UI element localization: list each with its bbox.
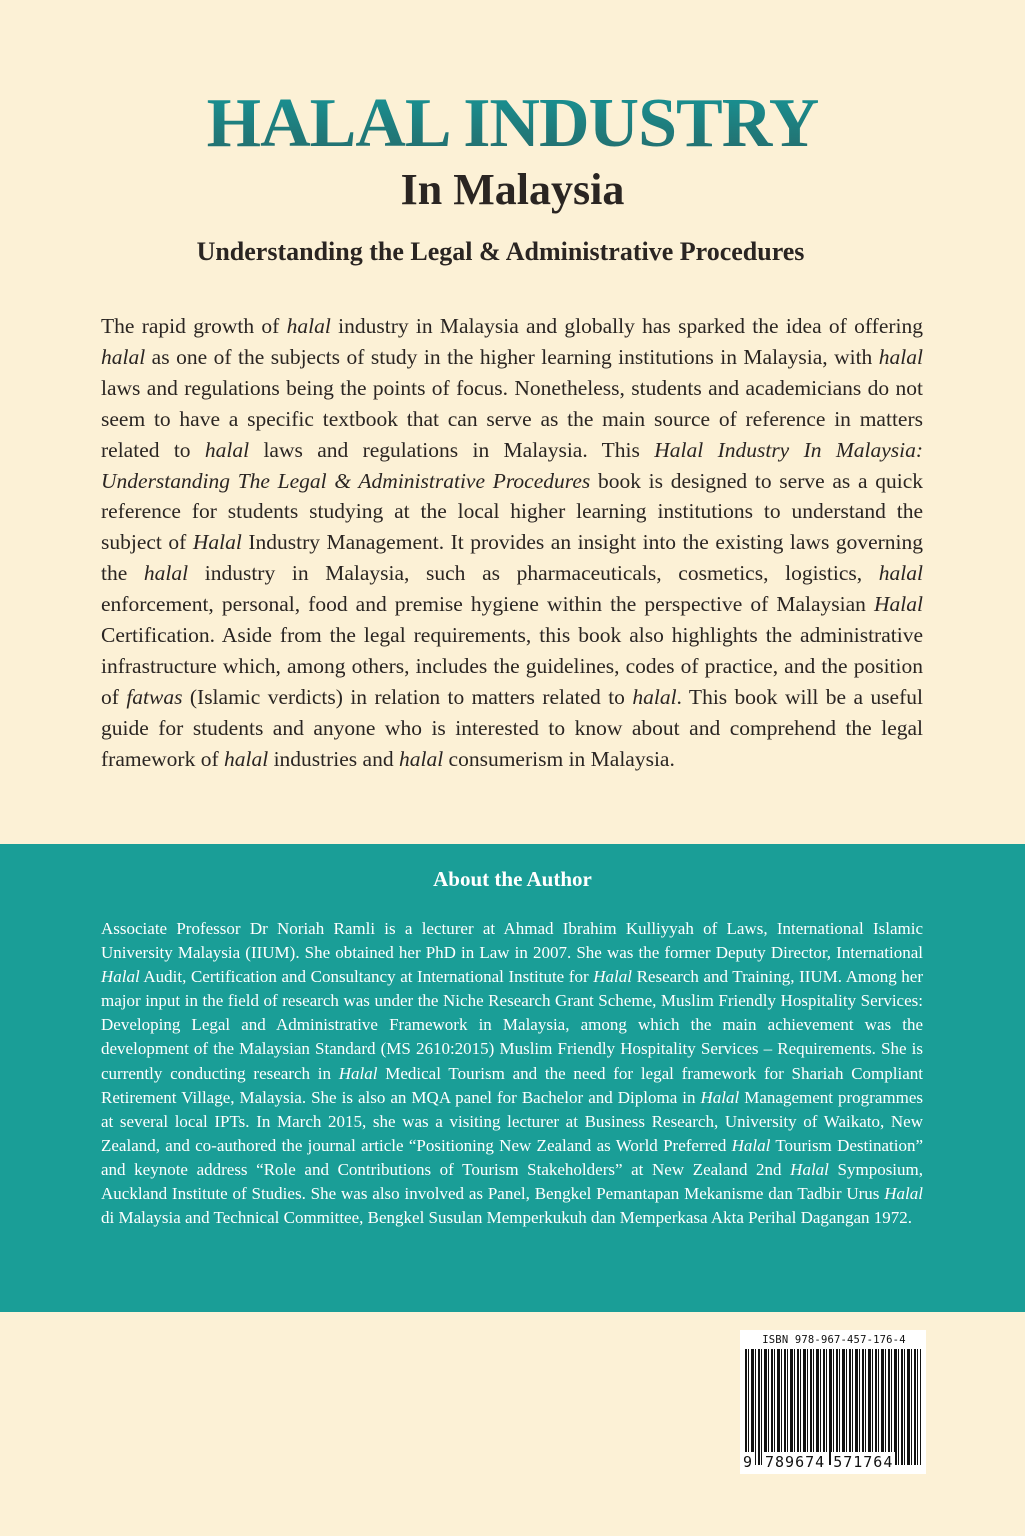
barcode-lead-digit: 9 <box>743 1452 755 1472</box>
blurb-italic: Halal Industry In Malaysia: Understanding The Legal & Administrative Procedures <box>101 437 923 493</box>
blurb-text: laws and regulations being the points of focus. Nonetheless, students and academicians do not seem to have a specific textbook that can serve as the main source of reference in matters related to <box>101 375 923 462</box>
barcode-left-digits: 789674 <box>765 1453 826 1471</box>
isbn-label: ISBN 978-967-457-176-4 <box>762 1334 906 1346</box>
blurb-italic: Halal <box>192 530 242 555</box>
blurb-text: industries and <box>268 746 399 771</box>
blurb-text: industry in Malaysia, such as pharmaceuticals, cosmetics, logistics, <box>188 561 879 586</box>
blurb-italic: fatwas <box>126 684 183 709</box>
bio-text: Tourism Destination” and keynote address “Role and Contributions of Tourism Stakeholders” at New Zealand 2nd <box>101 1135 923 1179</box>
blurb-text: book is designed to serve as a quick reference for students studying at the local higher learning institutions to understand the subject of <box>101 468 923 555</box>
blurb-text: Industry Management. It provides an insight into the existing laws governing the <box>101 530 924 586</box>
bio-text: Symposium, Auckland Institute of Studies. She was also involved as Panel, Bengkel Pemantapan Mekanisme dan Tadbir Urus <box>101 1159 924 1204</box>
bio-italic: Halal <box>593 967 632 987</box>
book-tagline: Understanding the Legal & Administrative Procedures <box>196 237 805 266</box>
bio-text: Audit, Certification and Consultancy at International Institute for <box>139 967 594 987</box>
blurb-italic: halal <box>632 684 677 709</box>
blurb-italic: halal <box>398 746 444 771</box>
bio-italic: Halal <box>101 967 140 987</box>
bio-text: Research and Training, IIUM. Among her major input in the field of research was under the Niche Research Grant Scheme, Muslim Friendly Hospitality Services: Developing Legal and Administrative Framework in Malaysia, among which the main achievement was the development of the Malaysian Standard (MS 2610:2015) Muslim Friendly Hospitality Services – Requirements. She is currently conducting research in <box>101 967 923 1083</box>
blurb-text: Certification. Aside from the legal requirements, this book also highlights the administrative infrastructure which, among others, includes the guidelines, codes of practice, and the position of <box>101 623 923 709</box>
barcode-bars <box>745 1349 921 1465</box>
blurb-italic: halal <box>204 437 250 462</box>
bio-italic: Halal <box>884 1184 923 1204</box>
blurb-text: laws and regulations in Malaysia. This <box>249 437 655 462</box>
book-title: HALAL INDUSTRY <box>0 84 1025 164</box>
blurb-text: The rapid growth of <box>101 314 287 338</box>
bio-italic: Halal <box>338 1063 378 1083</box>
bio-text: Management programmes at several local IPTs. In March 2015, she was a visiting lecturer at Business Research, University of Waikato, New Zealand, and co-authored the journal article “Positioning New Zealand as World Preferred <box>101 1087 923 1155</box>
blurb-text: (Islamic verdicts) in relation to matters related to <box>182 684 633 709</box>
blurb-italic: Halal <box>874 592 923 617</box>
bio-text: Associate Professor Dr Noriah Ramli is a lecturer at Ahmad Ibrahim Kulliyyah of Laws, International Islamic University Malaysia (IIUM). She obtained her PhD in Law in 2007. She was the former Deputy Director, International <box>101 919 923 963</box>
blurb-text: enforcement, personal, food and premise hygiene within the perspective of Malaysian <box>101 592 875 617</box>
bio-italic: Halal <box>790 1159 829 1179</box>
author-bio <box>101 917 923 1230</box>
blurb-text: as one of the subjects of study in the higher learning institutions in Malaysia, with <box>145 344 879 369</box>
blurb-italic: halal <box>223 746 269 771</box>
author-heading: About the Author <box>433 867 592 891</box>
blurb-italic: halal <box>101 344 146 369</box>
blurb-italic: halal <box>143 561 189 586</box>
blurb-italic: halal <box>878 344 923 369</box>
blurb-text: industry in Malaysia and globally has sparked the idea of offering <box>330 314 924 338</box>
blurb-text: consumerism in Malaysia. <box>443 746 675 771</box>
barcode-right-digits: 571764 <box>833 1453 894 1471</box>
blurb-text: . This book will be a useful guide for students and anyone who is interested to know about and comprehend the legal framework of <box>101 684 923 771</box>
bio-italic: Halal <box>700 1087 740 1107</box>
bio-text: di Malaysia and Technical Committee, Bengkel Susulan Memperkukuh dan Memperkasa Akta Perihal Dagangan 1972. <box>101 1208 912 1228</box>
book-blurb <box>101 311 923 775</box>
book-subtitle: In Malaysia <box>400 165 625 214</box>
barcode-digits <box>743 1451 925 1473</box>
blurb-italic: halal <box>286 314 331 338</box>
blurb-italic: halal <box>878 561 923 586</box>
bio-text: Medical Tourism and the need for legal framework for Shariah Compliant Retirement Village, Malaysia. She is also an MQA panel for Bachelor and Diploma in <box>101 1063 923 1107</box>
bio-italic: Halal <box>731 1135 771 1155</box>
